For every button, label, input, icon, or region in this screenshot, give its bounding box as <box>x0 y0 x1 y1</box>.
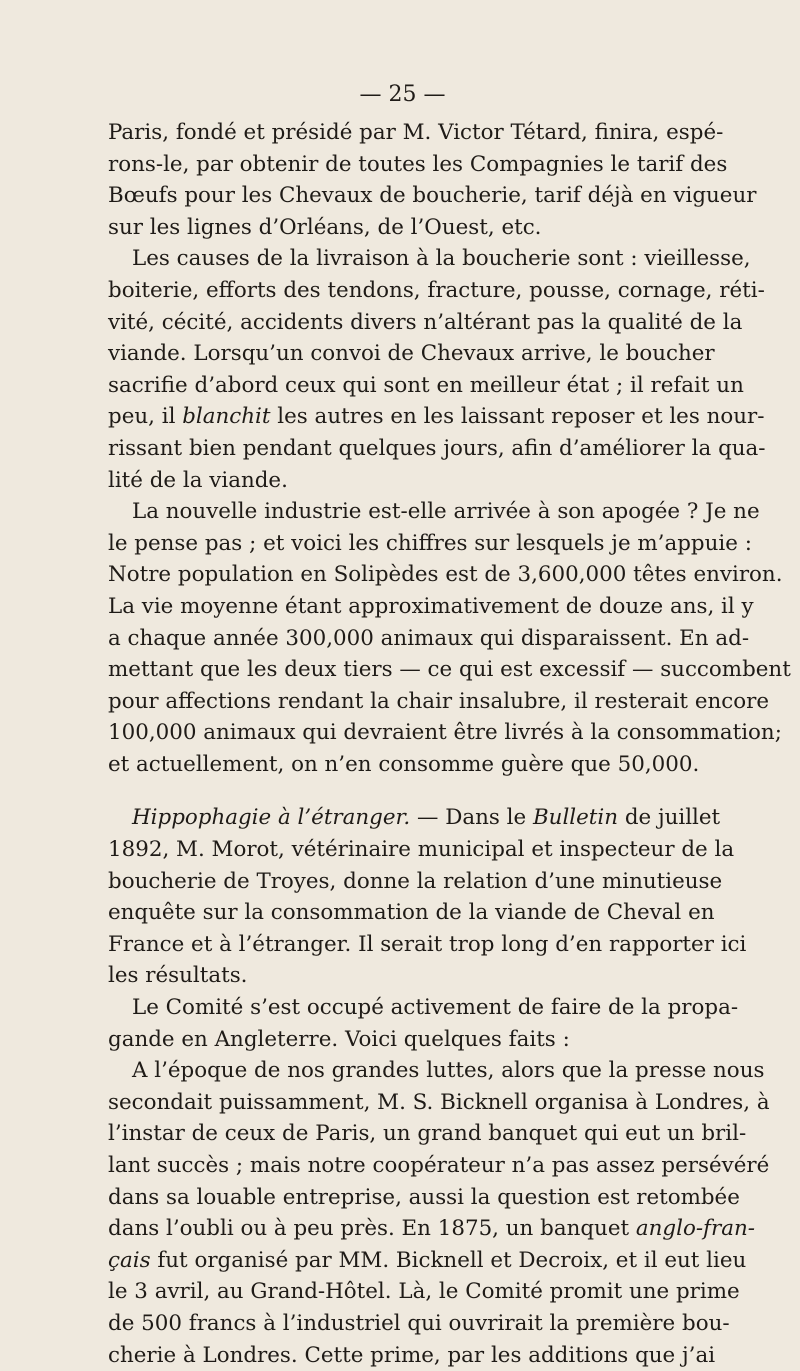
text-run: — Dans le <box>410 805 533 831</box>
text-line: La vie moyenne étant approximativement de douze ans, il y <box>108 593 754 619</box>
text-line: et actuellement, on n’en consomme guère que 50,000. <box>108 751 700 777</box>
paragraph-6 <box>108 1055 770 1371</box>
text-line: Les causes de la livraison à la boucherie sont : vieillesse, <box>132 246 751 272</box>
page-body <box>108 117 791 1371</box>
text-run: les autres en les laissant reposer et les nour- <box>270 404 765 430</box>
text-line: les résultats. <box>108 963 248 989</box>
paragraph-4 <box>108 802 747 992</box>
text-line: rissant bien pendant quelques jours, afin d’améliorer la qua- <box>108 435 766 461</box>
text-line: boucherie de Troyes, donne la relation d’une minutieuse <box>108 868 723 894</box>
text-line: A l’époque de nos grandes luttes, alors que la presse nous <box>132 1058 765 1084</box>
text-line: 1892, M. Morot, vétérinaire municipal et inspecteur de la <box>108 837 735 863</box>
text-line <box>108 1245 747 1277</box>
text-run: dans l’oubli ou à peu près. En 1875, un banquet <box>108 1216 636 1242</box>
text-run: fut organisé par MM. Bicknell et Decroix, et il eut lieu <box>150 1247 747 1273</box>
text-line: le pense pas ; et voici les chiffres sur lesquels je m’appuie : <box>108 530 752 556</box>
text-line: de 500 francs à l’industriel qui ouvrirait la première bou- <box>108 1310 730 1336</box>
text-line: gande en Angleterre. Voici quelques faits : <box>108 1026 570 1052</box>
text-line: sur les lignes d’Orléans, de l’Ouest, etc. <box>108 214 542 240</box>
paragraph-2 <box>108 243 766 496</box>
paragraph-3 <box>108 496 791 780</box>
text-line: sacrifie d’abord ceux qui sont en meilleur état ; il refait un <box>108 372 744 398</box>
text-line: boiterie, efforts des tendons, fracture, pousse, cornage, réti- <box>108 277 765 303</box>
text-line: pour affections rendant la chair insalubre, il resterait encore <box>108 688 770 714</box>
text-line: rons-le, par obtenir de toutes les Compagnies le tarif des <box>108 151 728 177</box>
text-line: viande. Lorsqu’un convoi de Chevaux arrive, le boucher <box>108 341 715 367</box>
italic-word: Bulletin <box>532 805 619 831</box>
text-line: le 3 avril, au Grand-Hôtel. Là, le Comité promit une prime <box>108 1279 740 1305</box>
italic-word: çais <box>108 1247 151 1273</box>
text-line: La nouvelle industrie est-elle arrivée à son apogée ? Je ne <box>132 499 760 525</box>
page-number: — 25 — <box>359 82 446 107</box>
text-line <box>108 401 765 433</box>
text-line: secondait puissamment, M. S. Bicknell organisa à Londres, à <box>108 1089 770 1115</box>
text-line: lant succès ; mais notre coopérateur n’a pas assez persévéré <box>108 1153 770 1178</box>
section-heading-italic: Hippophagie à l’étranger. <box>132 805 411 831</box>
text-line: a chaque année 300,000 animaux qui disparaissent. En ad- <box>108 625 750 651</box>
paragraph-gap <box>108 780 697 802</box>
text-line: France et à l’étranger. Il serait trop long d’en rapporter ici <box>108 931 747 957</box>
text-line: lité de la viande. <box>108 467 288 493</box>
italic-word: anglo-fran- <box>635 1216 755 1242</box>
text-line: Le Comité s’est occupé activement de faire de la propa- <box>132 995 739 1021</box>
paragraph-1 <box>108 117 757 243</box>
text-line: Paris, fondé et présidé par M. Victor Tétard, finira, espé- <box>108 120 724 145</box>
text-line: 100,000 animaux qui devraient être livrés à la consommation; <box>108 720 782 746</box>
text-line: enquête sur la consommation de la viande de Cheval en <box>108 900 715 926</box>
text-line: Bœufs pour les Chevaux de boucherie, tarif déjà en vigueur <box>108 183 757 209</box>
text-line <box>108 1213 755 1245</box>
text-line <box>108 802 721 834</box>
text-line: vité, cécité, accidents divers n’altérant pas la qualité de la <box>108 309 743 335</box>
paragraph-5 <box>108 992 739 1055</box>
text-line: mettant que les deux tiers — ce qui est excessif — succombent <box>108 657 791 683</box>
italic-word: blanchit <box>182 404 271 430</box>
text-run: peu, il <box>108 404 183 430</box>
text-line: l’instar de ceux de Paris, un grand banquet qui eut un bril- <box>108 1121 747 1147</box>
text-run: de juillet <box>618 805 721 831</box>
text-line: cherie à Londres. Cette prime, par les additions que j’ai <box>108 1342 716 1368</box>
text-line: Notre population en Solipèdes est de 3,600,000 têtes environ. <box>108 562 783 588</box>
text-line: dans sa louable entreprise, aussi la question est retombée <box>108 1184 740 1210</box>
